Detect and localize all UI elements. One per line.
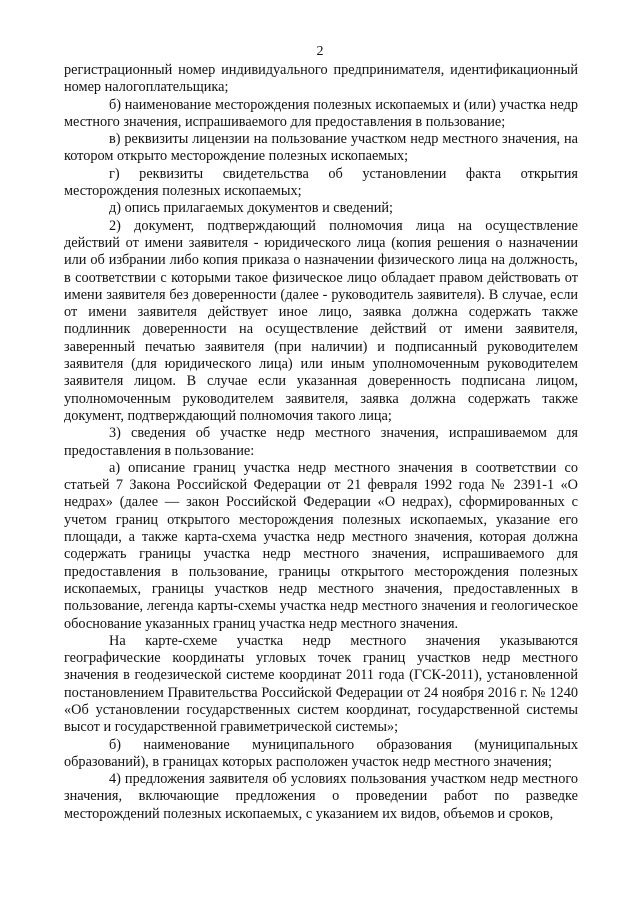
paragraph-item-d-document-list: д) опись прилагаемых документов и сведений;: [109, 200, 394, 217]
document-body: [64, 62, 578, 823]
paragraph-map-coordinates: На карте-схеме участка недр местного значения указываются географические координаты угловых точек границ участков недр местного значения в геодезической системе координат 2011 года (ГСК-2011), установленной постановлением Правительства Российской Федерации от 24 ноября 2016 г. № 1240 «Об установлении государственных систем координат, государственной системы высот и государственной гравиметрической системы»;: [64, 632, 578, 736]
paragraph-item-3a-boundaries: а) описание границ участка недр местного значения в соответствии со статьей 7 Закона Российской Федерации от 21 февраля 1992 года № 2391-1 «О недрах» (далее — закон Российской Федерации «О недрах), сформированных с учетом границ открытого месторождения полезных ископаемых, указание его площади, а также карта-схема участка недр местного значения, которая должна содержать границы участка недр местного значения, испрашиваемого для предоставления в пользование, границы открытого месторождения полезных ископаемых, границы участков недр местного значения, предоставленных в пользование, легенда карты-схемы участка недр местного значения и геологическое обоснование указанных границ участка недр местного значения.: [64, 459, 578, 632]
paragraph-item-3-subsoil-info: 3) сведения об участке недр местного значения, испрашиваемом для предоставления в пользование:: [64, 425, 578, 459]
paragraph-item-2-authority-document: 2) документ, подтверждающий полномочия лица на осуществление действий от имени заявителя - юридического лица (копия решения о назначении или об избрании либо копия приказа о назначении физического лица на должность, в соответствии с которыми такое физическое лицо обладает правом действовать от имени заявителя без доверенности (далее - руководитель заявителя). В случае, если от имени заявителя действует иное лицо, заявка должна содержать также подлинник доверенности на осуществление действий от имени заявителя, заверенный печатью заявителя (при наличии) и подписанный руководителем заявителя (для юридического лица) или иным уполномоченным руководителем заявителя лицом. В случае если указанная доверенность подписана лицом, уполномоченным руководителем заявителя, заявка должна содержать также документ, подтверждающий полномочия такого лица;: [64, 217, 578, 424]
page-number: 2: [316, 44, 324, 59]
paragraph-registration-number: регистрационный номер индивидуального предпринимателя, идентификационный номер налогоплательщика;: [64, 62, 578, 96]
paragraph-item-4-proposals: 4) предложения заявителя об условиях пользования участком недр местного значения, включающие предложения о проведении работ по разведке месторождений полезных ископаемых, с указанием их видов, объемов и сроков,: [64, 771, 578, 822]
paragraph-item-g-certificate-details: г) реквизиты свидетельства об установлении факта открытия месторождения полезных ископаемых;: [64, 165, 578, 200]
paragraph-item-3b-municipality: б) наименование муниципального образования (муниципальных образований), в границах которых расположен участок недр местного значения;: [64, 736, 578, 770]
paragraph-item-v-license-details: в) реквизиты лицензии на пользование участком недр местного значения, на котором открыто месторождение полезных ископаемых;: [64, 131, 578, 165]
paragraph-item-b-deposit-name: б) наименование месторождения полезных ископаемых и (или) участка недр местного значения, испрашиваемого для предоставления в пользование;: [64, 96, 578, 130]
